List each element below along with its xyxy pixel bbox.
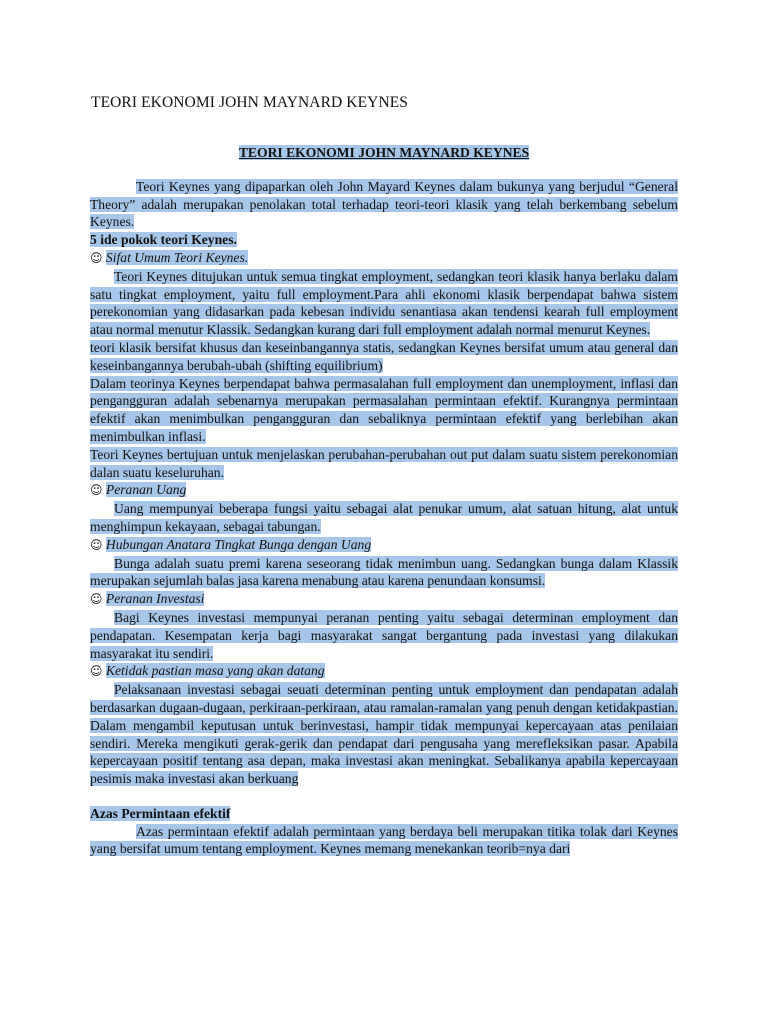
- section-heading-peranan-uang: ☺ Peranan Uang: [90, 482, 187, 498]
- section-paragraph: Uang mempunyai beberapa fungsi yaitu sebagai alat penukar umum, alat satuan hitung, alat untuk menghimpun kekayaan, sebagai tabungan.: [90, 501, 678, 534]
- smiley-icon: ☺: [90, 592, 103, 607]
- section-heading-sifat-umum: ☺ Sifat Umum Teori Keynes.: [90, 249, 249, 265]
- section-paragraph: Dalam teorinya Keynes berpendapat bahwa permasalahan full employment dan unemployment, inflasi dan pengangguran adalah sebenarnya merupakan permasalahan permintaan efektif. Kurangnya permintaan efektif akan menimbulkan pengangguran dan sebaliknya permintaan efektif yang berlebihan akan menimbulkan inflasi.: [90, 375, 678, 444]
- smiley-icon: ☺: [90, 537, 103, 552]
- intro-paragraph: Teori Keynes yang dipaparkan oleh John Mayard Keynes dalam bukunya yang berjudul “General Theory” adalah merupakan penolakan total terhadap teori-teori klasik yang telah berkembang sebelum Keynes.: [90, 178, 678, 230]
- document-header-title: TEORI EKONOMI JOHN MAYNARD KEYNES: [91, 94, 409, 111]
- section-heading-ketidakpastian: ☺ Ketidak pastian masa yang akan datang: [90, 663, 325, 679]
- smiley-icon: ☺: [90, 664, 103, 679]
- ideas-heading: 5 ide pokok teori Keynes.: [90, 232, 237, 248]
- section-heading-hubungan-bunga: ☺ Hubungan Anatara Tingkat Bunga dengan Uang: [90, 536, 372, 552]
- smiley-icon: ☺: [90, 483, 103, 498]
- main-title: TEORI EKONOMI JOHN MAYNARD KEYNES: [238, 145, 530, 160]
- azas-paragraph: Azas permintaan efektif adalah permintaan yang berdaya beli merupakan titika tolak dari Keynes yang bersifat umum tentang employment. Keynes memang menekankan teorib=nya dari: [90, 823, 678, 857]
- smiley-icon: ☺: [90, 250, 103, 265]
- section-paragraph: Pelaksanaan investasi sebagai seuati determinan penting untuk employment dan pendapatan adalah berdasarkan dugaan-dugaan, perkiraan-perkiraan, atau ramalan-ramalan yang penuh dengan ketidakpastian. Dalam mengambil keputusan untuk berinvestasi, hampir tidak mempunyai kepercayaan atas penilaian sendiri. Mereka mengikuti gerak-gerik dan pendapat dari pengusaha yang merefleksikan pasar. Apabila kepercayaan positif tentang asa depan, maka investasi akan meningkat. Sebalikanya apabila kepercayaan pesimis maka investasi akan berkuang: [90, 682, 678, 787]
- section-paragraph: Bagi Keynes investasi mempunyai peranan penting yaitu sebagai determinan employment dan pendapatan. Kesempatan kerja bagi masyarakat sangat bergantung pada investasi yang dilakukan masyarakat itu sendiri.: [90, 609, 678, 661]
- document-body: [90, 144, 678, 858]
- section-paragraph: Teori Keynes bertujuan untuk menjelaskan perubahan-perubahan out put dalam suatu sistem perekonomian dalan suatu keseluruhan.: [90, 446, 678, 480]
- azas-heading: Azas Permintaan efektif: [90, 805, 231, 821]
- section-paragraph: Bunga adalah suatu premi karena seseorang tidak menimbun uang. Sedangkan bunga dalam Klassik merupakan sejumlah balas jasa karena menabung atau karena penundaan konsumsi.: [90, 555, 678, 589]
- section-paragraph: teori klasik bersifat khusus dan keseinbangannya statis, sedangkan Keynes bersifat umum atau general dan keseinbangannya berubah-ubah (shifting equilibrium): [90, 339, 678, 373]
- section-paragraph: Teori Keynes ditujukan untuk semua tingkat employment, sedangkan teori klasik hanya berlaku dalam satu tingkat employment, yaitu full employment.Para ahli ekonomi klasik berpendapat bahwa sistem perekonomian yang didasarkan pada kebesan individu senantiasa akan tendensi kearah full employment atau normal menutur Klassik. Sedangkan kurang dari full employment adalah normal menurut Keynes.: [90, 268, 678, 338]
- section-heading-peranan-investasi: ☺ Peranan Investasi: [90, 591, 205, 607]
